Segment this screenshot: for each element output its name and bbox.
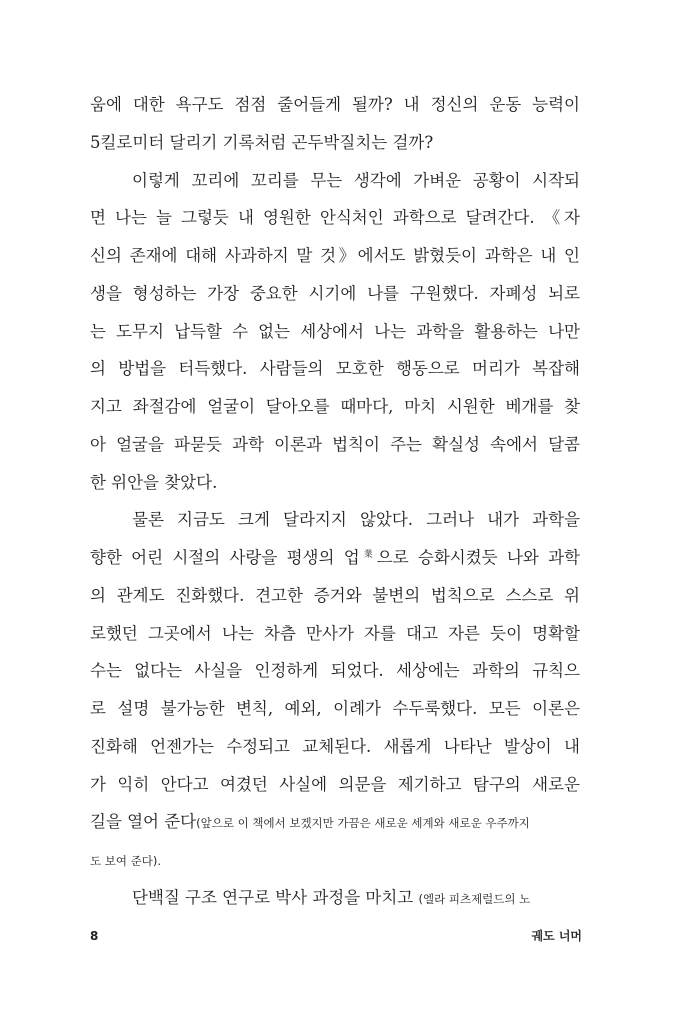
text-fragment: 향한 어린 시절의 사랑을 평생의 업 xyxy=(90,548,360,567)
text-line: 진화해 언젠가는 수정되고 교체된다. 새롭게 나타난 발상이 내 xyxy=(90,736,580,756)
text-line: 아 얼굴을 파묻듯 과학 이론과 법칙이 주는 확실성 속에서 달콤 xyxy=(90,434,580,454)
text-line-with-hanja xyxy=(90,539,580,577)
parenthetical-note: (앞으로 이 책에서 보겠지만 가끔은 새로운 세계와 새로운 우주까지 xyxy=(196,816,530,831)
text-line: 신의 존재에 대해 사과하지 말 것》에서도 밝혔듯이 과학은 내 인 xyxy=(90,246,580,265)
text-line: 면 나는 늘 그렇듯 내 영원한 안식처인 과학으로 달려간다. 《자 xyxy=(90,208,580,228)
text-line: 로 설명 불가능한 변칙, 예외, 이례가 수두룩했다. 모든 이론은 xyxy=(90,699,580,718)
text-fragment: 으로 승화시켰듯 나와 과학 xyxy=(376,548,580,567)
paragraph-start-line: 이렇게 꼬리에 꼬리를 무는 생각에 가벼운 공황이 시작되 xyxy=(132,170,580,190)
text-line: 수는 없다는 사실을 인정하게 되었다. 세상에는 과학의 규칙으 xyxy=(90,661,580,681)
text-line: 는 도무지 납득할 수 없는 세상에서 나는 과학을 활용하는 나만 xyxy=(90,321,580,341)
text-line: 의 관계도 진화했다. 견고한 증거와 불변의 법칙으로 스스로 위 xyxy=(90,585,580,605)
text-line: 지고 좌절감에 얼굴이 달아오를 때마다, 마치 시원한 베개를 찾 xyxy=(90,397,580,416)
note-continuation-line xyxy=(90,841,580,879)
text-fragment: 길을 열어 준다 xyxy=(90,812,197,832)
paragraph-start-line: 물론 지금도 크게 달라지지 않았다. 그러나 내가 과학을 xyxy=(132,510,580,530)
text-line: 움에 대한 욕구도 점점 줄어들게 될까? 내 정신의 운동 능력이 xyxy=(90,95,580,114)
text-line: 한 위안을 찾았다. xyxy=(90,472,218,492)
text-line: 생을 형성하는 가장 중요한 시기에 나를 구원했다. 자폐성 뇌로 xyxy=(90,283,580,303)
running-title: 궤도 너머 xyxy=(531,929,582,943)
text-line: 5킬로미터 달리기 기록처럼 곤두박질치는 걸까? xyxy=(90,132,434,152)
parenthetical-note: 도 보여 준다). xyxy=(90,854,161,868)
body-text xyxy=(90,86,580,917)
text-line: 의 방법을 터득했다. 사람들의 모호한 행동으로 머리가 복잡해 xyxy=(90,359,580,379)
text-line: 가 익히 안다고 여겼던 사실에 의문을 제기하고 탐구의 새로운 xyxy=(90,774,580,794)
text-line: 로했던 그곳에서 나는 차츰 만사가 자를 대고 자른 듯이 명확할 xyxy=(90,623,580,643)
hanja-gloss: 業 xyxy=(359,550,377,560)
paragraph-start-line xyxy=(90,879,580,917)
text-fragment: 단백질 구조 연구로 박사 과정을 마치고 xyxy=(132,887,419,907)
text-line-with-note xyxy=(90,803,580,841)
parenthetical-note: (엘라 피츠제럴드의 노 xyxy=(418,891,531,906)
page-number: 8 xyxy=(90,929,99,943)
